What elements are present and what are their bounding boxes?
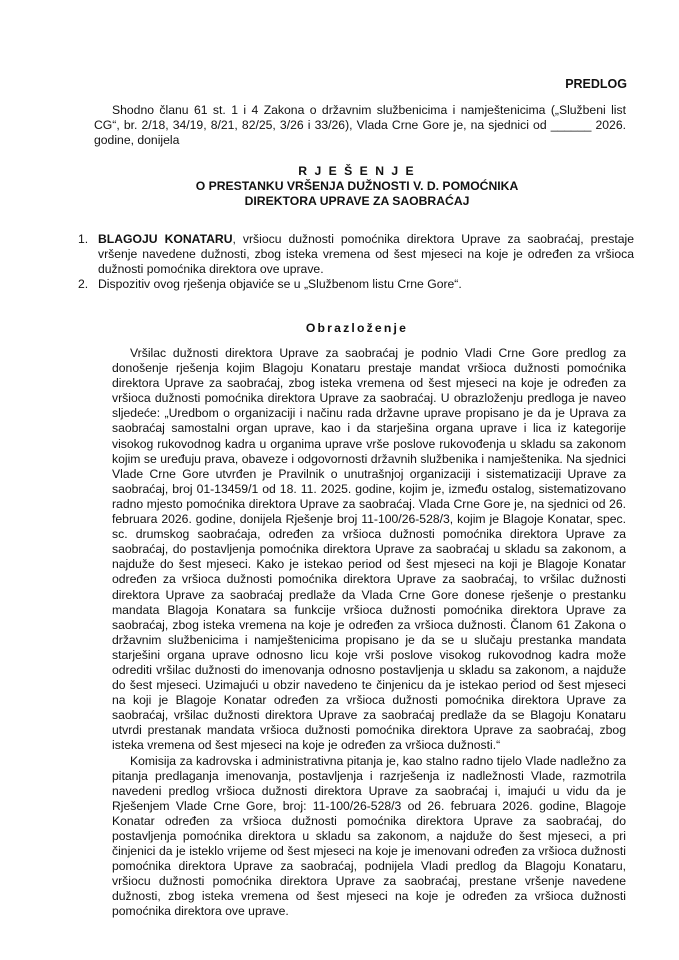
item-text: , vršiocu dužnosti pomoćnika direktora Uprave za saobraćaj, prestaje vršenje navedene dužnosti, zbog isteka vremena od šest mjeseci na koje je određen za vršioca dužnosti pomoćnika direktora ove uprave.: [98, 232, 634, 277]
predlog-label: PREDLOG: [565, 77, 627, 91]
item-number: 2.: [78, 277, 89, 292]
decision-items: [78, 232, 634, 292]
intro-paragraph: Shodno članu 61 st. 1 i 4 Zakona o državnim službenicima i namještenicima („Službeni list CG“, br. 2/18, 34/19, 8/21, 82/25, 3/26 i 33/26), Vlada Crne Gore je, na sjednici od ______ 2026. godine, donijela: [94, 103, 626, 148]
title-line-resenje: R J E Š E N J E: [298, 164, 416, 178]
obrazlozenje-heading: Obrazloženje: [305, 321, 409, 335]
title-line-subject: O PRESTANKU VRŠENJA DUŽNOSTI V. D. POMOĆNIKA: [195, 179, 519, 193]
item-number: 1.: [78, 232, 89, 246]
title-line-office: DIREKTORA UPRAVE ZA SAOBRAĆAJ: [244, 194, 470, 208]
item-text: Dispozitiv ovog rješenja objaviće se u „Službenom listu Crne Gore“.: [98, 277, 462, 292]
obrazlozenje-body: [112, 346, 626, 920]
list-item: [78, 277, 634, 292]
decision-title: [60, 164, 654, 209]
obrazlozenje-paragraph-2: Komisija za kadrovska i administrativna pitanja je, kao stalno radno tijelo Vlade nadležno za pitanja predlaganja imenovanja, postavljenja i razrješenja iz nadležnosti Vlade, razmotrila navedeni predlog vršioca dužnosti direktora Uprave za saobraćaj i, imajući u vidu da je Rješenjem Vlade Crne Gore, broj: 11-100/26-528/3 od 26. februara 2026. godine, Blagoje Konatar određen za vršioca dužnosti pomoćnika direktora Uprave za saobraćaj, do postavljenja pomoćnika direktora u skladu sa zakonom, a najduže do šest mjeseci, a pri činjenici da je isteklo vrijeme od šest mjeseci na koje je imenovani određen za vršioca dužnosti pomoćnika direktora Uprave za saobraćaj, podnijela Vladi predlog da Blagoju Konataru, vršiocu dužnosti pomoćnika direktora Uprave za saobraćaj, prestane vršenje navedene dužnosti, zbog isteka vremena od šest mjeseci na koje je određen za vršioca dužnosti pomoćnika direktora ove uprave.: [112, 753, 626, 919]
list-item: [78, 232, 634, 277]
item-person-name: BLAGOJU KONATARU: [98, 232, 233, 246]
obrazlozenje-paragraph-1: Vršilac dužnosti direktora Uprave za saobraćaj je podnio Vladi Crne Gore predlog za donošenje rješenja kojim Blagoju Konataru prestaje mandat vršioca dužnosti pomoćnika direktora Uprave za saobraćaj, zbog isteka vremena od šest mjeseci na koje je određen za vršioca dužnosti pomoćnika direktora Uprave za saobraćaj. U obrazloženju predloga je naveo sljedeće: „Uredbom o organizaciji i načinu rada državne uprave propisano je da je Uprava za saobraćaj samostalni organ uprave, kao i da starješina organa uprave i lica iz kategorije visokog rukovodnog kadra u organima uprave vrše poslove rukovođenja u skladu sa zakonom kojim se uređuju prava, obaveze i odgovornosti državnih službenika i namještenika. Na sjednici Vlade Crne Gore utvrđen je Pravilnik o unutrašnjoj organizaciji i sistematizaciji Uprave za saobraćaj, broj 01-13459/1 od 18. 11. 2025. godine, kojim je, između ostalog, sistematizovano radno mjesto pomoćnika direktora Uprave za saobraćaj. Vlada Crne Gore je, na sjednici od 26. februara 2026. godine, donijela Rješenje broj 11-100/26-528/3, kojim je Blagoje Konatar, spec. sc. drumskog saobraćaja, određen za vršioca dužnosti pomoćnika direktora Uprave za saobraćaj, do postavljenja pomoćnika direktora Uprave za saobraćaj u skladu sa zakonom, a najduže do šest mjeseci. Kako je istekao period od šest mjeseci na koji je Blagoje Konatar određen za vršioca dužnosti pomoćnika direktora Uprave za saobraćaj, to vršilac dužnosti direktora Uprave za saobraćaj predlaže da Vlada Crne Gore donese rješenje o prestanku mandata Blagoja Konatara sa funkcije vršioca dužnosti pomoćnika direktora Uprave za saobraćaj, zbog isteka vremena na koje je određen za vršioca dužnosti. Članom 61 Zakona o državnim službenicima i namještenicima propisano je da se u slučaju prestanka mandata starješini organa uprave odnosno licu koje vrši poslove visokog rukovodnog kadra može odrediti vršilac dužnosti do imenovanja odnosno postavljenja u skladu sa zakonom, a najduže do šest mjeseci. Uzimajući u obzir navedeno te činjenicu da je istekao period od šest mjeseci na koji je Blagoje Konatar određen za vršioca dužnosti pomoćnika direktora Uprave za saobraćaj, vršilac dužnosti direktora Uprave za saobraćaj predlaže da se Blagoju Konataru utvrdi prestanak mandata vršioca dužnosti pomoćnika direktora Uprave za saobraćaj, zbog isteka vremena od šest mjeseci na koje je određen za vršioca dužnosti.“: [112, 346, 626, 753]
